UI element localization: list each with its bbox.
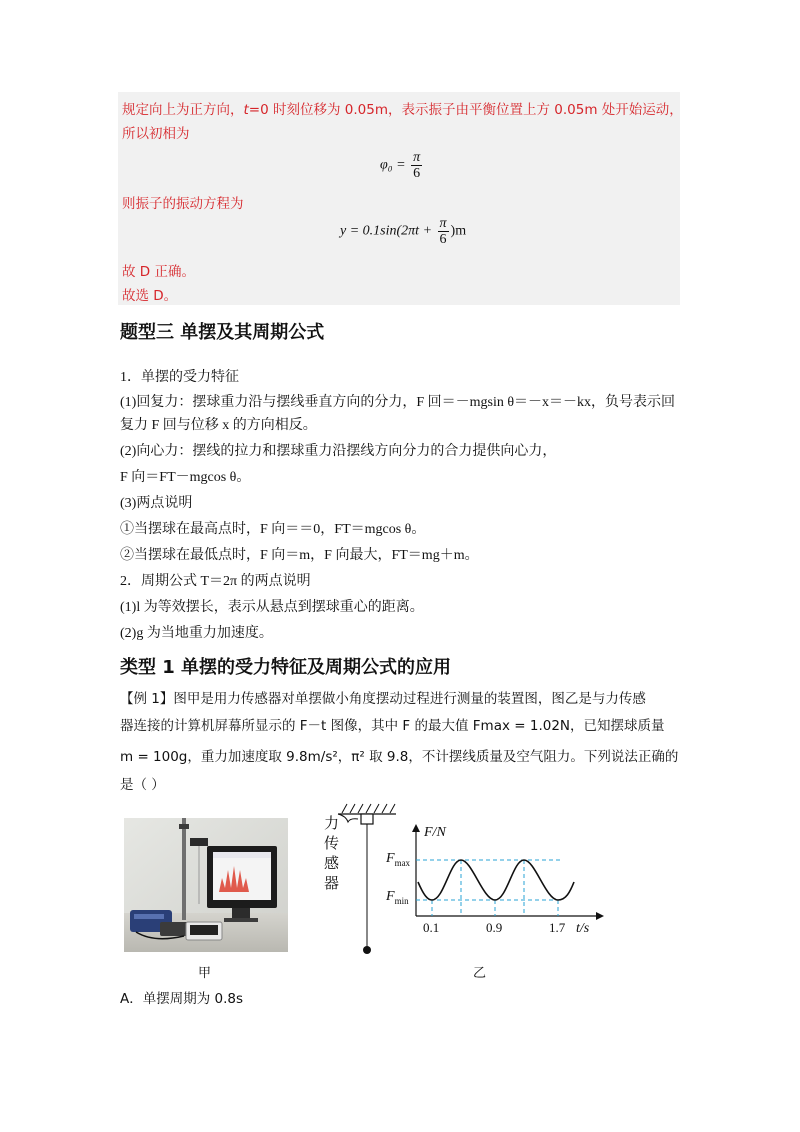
eq-left: y = 0.1sin(2πt + (340, 223, 433, 239)
para-8: ②当摆球在最低点时，F 向＝m，F 向最大，FT＝mg＋m。 (120, 548, 479, 563)
eq-pi-over-6 (438, 216, 449, 247)
phase-formula (380, 150, 424, 181)
example-line-4: 是（ ） (120, 777, 165, 793)
answer-line-4: 故 D 正确。 (122, 264, 195, 280)
para-10: (1)l 为等效摆长，表示从悬点到摆球重心的距离。 (120, 600, 424, 615)
type1-title: 类型 1 单摆的受力特征及周期公式的应用 (120, 657, 452, 678)
ceiling-support (338, 804, 396, 814)
para-5: F 向＝FT－mgcos θ。 (120, 470, 251, 485)
answer-line-2: 所以初相为 (122, 126, 190, 142)
motion-equation (340, 216, 466, 247)
tick-1-7: 1.7 (549, 920, 566, 935)
sensor-label-2: 传 (324, 834, 340, 852)
force-curve (418, 860, 574, 900)
answer-line-5: 故选 D。 (122, 288, 178, 304)
fmin-label: $F_{min}$ (386, 889, 409, 906)
eq-frac-num: π (439, 216, 447, 231)
tick-0-9: 0.9 (486, 920, 503, 935)
para-7: ①当摆球在最高点时，F 向＝＝0，FT＝mgcos θ。 (120, 522, 426, 537)
option-a: A．单摆周期为 0.8s (120, 991, 244, 1007)
axis-f-label: F/N (424, 825, 446, 840)
caption-right: 乙 (473, 966, 487, 981)
guide-lines (416, 860, 560, 916)
sensor-label-1: 力 (324, 814, 340, 832)
axis-t-label: t/s (576, 921, 590, 936)
answer-line-3: 则振子的振动方程为 (122, 196, 244, 212)
frac-num: π (413, 150, 421, 165)
example-line-1: 【例 1】图甲是用力传感器对单摆做小角度摆动过程进行测量的装置图，图乙是与力传感 (120, 691, 646, 707)
sensor-label-3: 感 (324, 854, 340, 872)
example-line-3: m = 100g，重力加速度取 9.8m/s²，π² 取 9.8，不计摆线质量及空气阻力。下列说法正确的 (120, 749, 679, 765)
para-9: 2．周期公式 T＝2π 的两点说明 (120, 574, 311, 589)
section-title: 题型三 单摆及其周期公式 (120, 322, 325, 343)
answer-line-1a: 规定向上为正方向， (122, 102, 244, 118)
apparatus-photo-svg (124, 818, 288, 952)
caption-left: 甲 (198, 966, 212, 981)
answer-line-1t: t (243, 102, 249, 118)
sensor-box (361, 814, 373, 824)
sensor-lead (338, 814, 358, 822)
para-4: (2)向心力：摆线的拉力和摆球重力沿摆线方向分力的合力提供向心力， (120, 444, 557, 459)
example-line-2: 器连接的计算机屏幕所显示的 F－t 图像，其中 F 的最大值 Fmax = 1.02N，已知摆球质量 (120, 718, 665, 734)
answer-block (118, 92, 683, 305)
eq-frac-den: 6 (439, 232, 447, 247)
force-diagram (320, 798, 620, 964)
para-11: (2)g 为当地重力加速度。 (120, 626, 273, 641)
pi-over-6 (411, 150, 422, 181)
force-diagram-svg (320, 798, 620, 964)
answer-line-1b: =0 时刻位移为 0.05m，表示振子由平衡位置上方 0.05m 处开始运动， (248, 102, 683, 118)
answer-line-1 (122, 98, 683, 118)
para-6: (3)两点说明 (120, 496, 193, 511)
apparatus-photo (124, 818, 288, 952)
para-1: 1．单摆的受力特征 (120, 370, 239, 385)
phase-lhs: φ₀ = (380, 157, 406, 173)
para-3: 复力 F 回与位移 x 的方向相反。 (120, 418, 317, 433)
para-2: (1)回复力：摆球重力沿与摆线垂直方向的分力，F 回＝－mgsin θ＝－x＝－kx，负号表示回 (120, 395, 676, 410)
frac-den: 6 (413, 166, 421, 181)
sensor-label-4: 器 (324, 874, 340, 892)
tick-0-1: 0.1 (423, 920, 440, 935)
eq-right: )m (450, 223, 467, 239)
fmax-label: $F_{max}$ (386, 851, 411, 868)
pendulum-bob (363, 946, 371, 954)
